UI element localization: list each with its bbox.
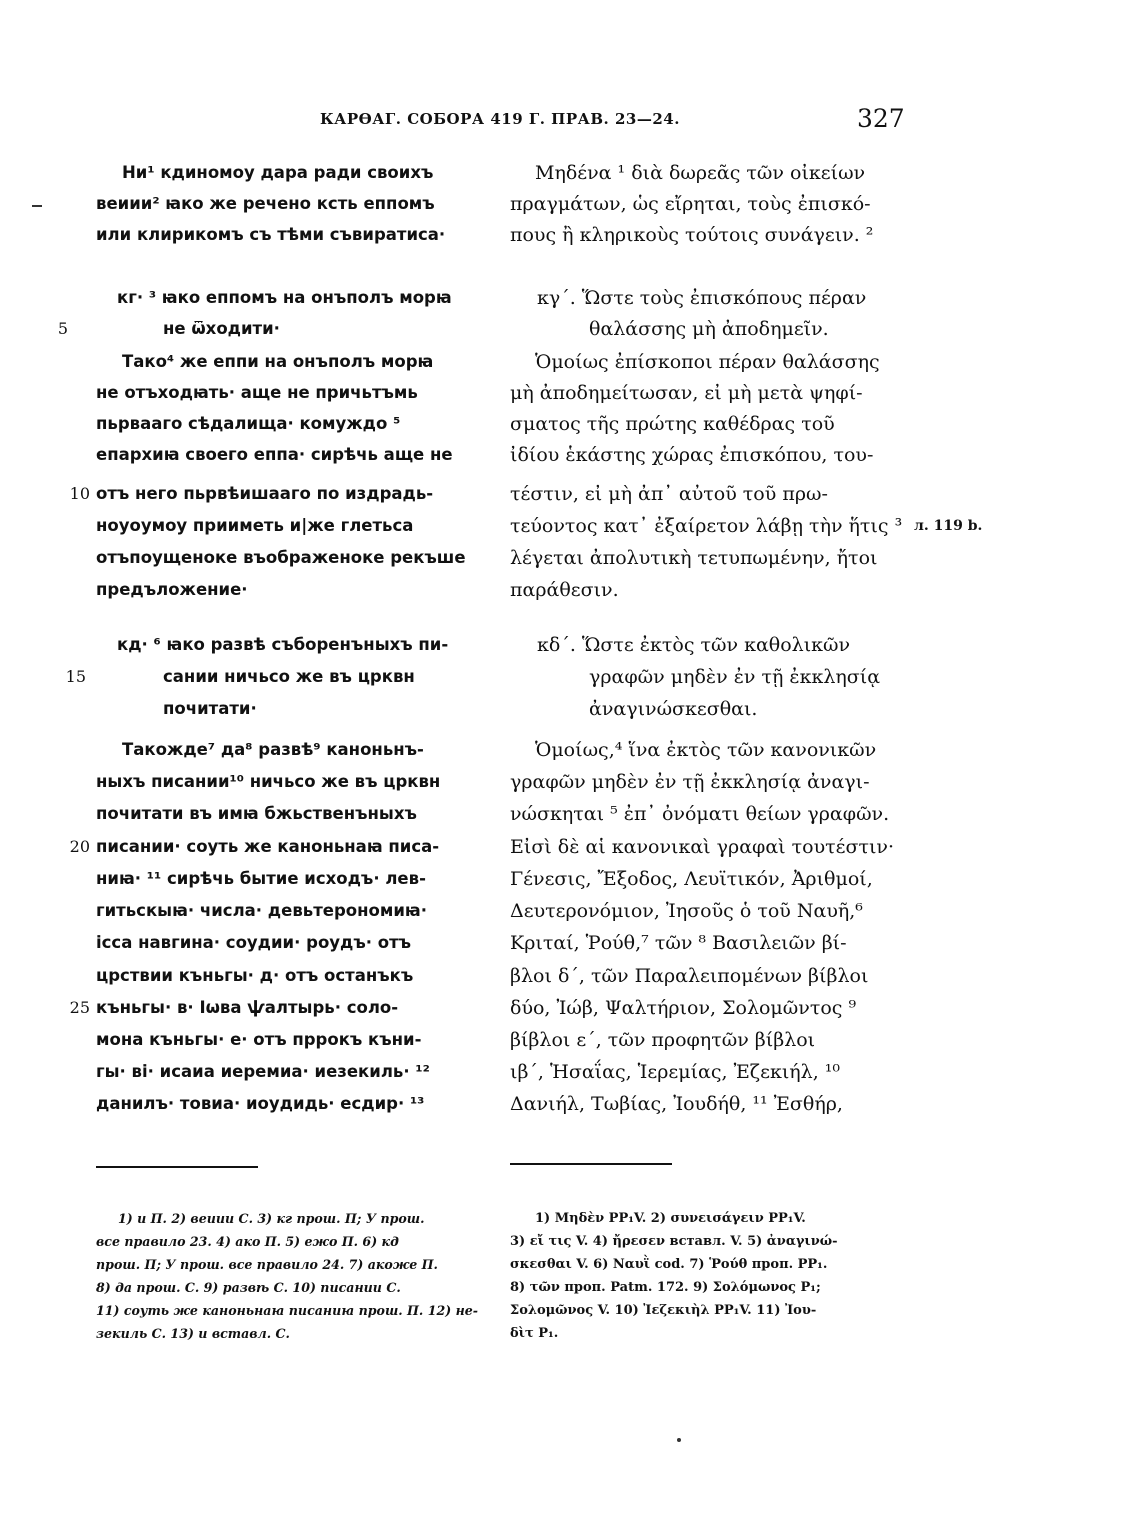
slavonic-line: ниꙗ· ¹¹ сирѣчь бытие исходъ· лев- (96, 869, 426, 888)
greek-line: Κριταί, Ῥούθ,⁷ τῶν ⁸ Βασιλειῶν βί- (510, 932, 847, 954)
greek-line: βλοι δ΄, τῶν Παραλειπομένων βίβλοι (510, 965, 869, 987)
greek-line: Δανιήλ, Τωβίας, Ἰουδήθ, ¹¹ Ἐσθήρ, (510, 1093, 843, 1115)
slavonic-line: гитьскыꙗ· числа· девьтерономиꙗ· (96, 901, 427, 920)
greek-line: λέγεται ἀπολυτικὴ τετυπωμένην, ἤτοι (510, 547, 878, 569)
slavonic-line: или клирикомъ съ тѣми съвиратиса· (96, 225, 446, 244)
slavonic-line: црствии къньгы· д· отъ останъкъ (96, 966, 414, 985)
footnote-line: 1) и П. 2) веиии С. 3) кг прош. П; У прош. (118, 1211, 425, 1226)
line-number: 20 (69, 837, 90, 856)
greek-line: πραγμάτων, ὡς εἴρηται, τοὺς ἐπισκό- (510, 193, 871, 215)
greek-line: δύο, Ἰώβ, Ψαλτήριον, Σολομῶντος ⁹ (510, 997, 857, 1019)
slavonic-line: веиии² ꙗко же речено ксть еппомъ (96, 194, 435, 213)
footnote-line: Σολομῶνος V. 10) Ἰεζεκιὴλ PP₁V. 11) Ἰου- (510, 1303, 817, 1318)
footnote-line: σκεσθαι V. 6) Ναυῒ cod. 7) Ῥούθ проп. PP₁. (510, 1257, 828, 1272)
footnote-line: 3) εἴ τις V. 4) ἤρεσεν вставл. V. 5) ἀναγινώ- (510, 1234, 838, 1249)
footnote-line: 8) да прош. С. 9) развѣ С. 10) писании С. (96, 1280, 401, 1295)
slavonic-canon-heading: сании ничьсо же въ црквн (163, 667, 415, 686)
scan-mark (32, 205, 42, 207)
line-number: 15 (65, 667, 86, 686)
greek-canon-heading: γραφῶν μηδὲν ἐν τῇ ἐκκλησίᾳ (589, 666, 881, 688)
greek-line: Μηδένα ¹ διὰ δωρεᾶς τῶν οἰκείων (535, 162, 866, 184)
scan-speck (677, 1438, 681, 1442)
slavonic-line: ісса навгина· соудии· роудъ· отъ (96, 933, 412, 952)
greek-line: Ὁμοίως ἐπίσκοποι πέραν θαλάσσης (535, 351, 880, 373)
greek-line: γραφῶν μηδὲν ἐν τῇ ἐκκλησίᾳ ἀναγι- (510, 771, 870, 793)
greek-line: παράθεσιν. (510, 579, 619, 601)
footnote-rule (510, 1163, 672, 1165)
slavonic-canon-heading: почитати· (163, 699, 257, 718)
slavonic-line: мона къньгы· е· отъ пррокъ къни- (96, 1030, 422, 1049)
running-title: КАРѲАГ. СОБОРА 419 Г. ПРАВ. 23—24. (320, 110, 680, 128)
footnote-line: 1) Μηδὲν PP₁V. 2) συνεισάγειν PP₁V. (535, 1211, 806, 1226)
greek-line: σματος τῆς πρώτης καθέδρας τοῦ (510, 413, 835, 435)
slavonic-line: Ни¹ кдиномоу дара ради своихъ (122, 163, 434, 182)
slavonic-canon-heading: кд· ⁶ ꙗко развѣ съборенъныхъ пи- (117, 635, 449, 654)
footnote-line: δὶτ P₁. (510, 1326, 559, 1341)
slavonic-line: Тако⁴ же еппи на онъполъ морꙗ (122, 352, 434, 371)
footnote-line: 11) соуть же каноньнаꙗ писаниꙗ прош. П. 12) не- (96, 1303, 478, 1318)
slavonic-line: ныхъ писании¹⁰ ничьсо же въ црквн (96, 772, 441, 791)
footnote-line: все правило 23. 4) ако П. 5) ежо П. 6) кд (96, 1234, 399, 1249)
greek-line: Ὁμοίως,⁴ ἵνα ἐκτὸς τῶν κανονικῶν (535, 739, 877, 761)
slavonic-line: отъпоущеноке въображеноке рекъше (96, 548, 466, 567)
footnote-line: прош. П; У прош. все правило 24. 7) акоже П. (96, 1257, 438, 1272)
slavonic-canon-heading: не ѿходити· (163, 319, 280, 338)
footnote-line: 8) τῶν проп. Patm. 172. 9) Σολόμωνος P₁; (510, 1280, 821, 1295)
greek-line: βίβλοι ε΄, τῶν προφητῶν βίβλοι (510, 1029, 816, 1051)
slavonic-canon-heading: кг· ³ ꙗко еппомъ на онъполъ морꙗ (117, 288, 452, 307)
greek-canon-heading: ἀναγινώσκεσθαι. (589, 698, 758, 720)
slavonic-line: къньгы· в· Іѡва ѱалтырь· соло- (96, 998, 399, 1017)
slavonic-line: епархиꙗ своего еппа· сирѣчь аще не (96, 445, 453, 464)
greek-line: τεύοντος κατ᾽ ἐξαίρετον λάβῃ τὴν ἥτις ³ (510, 515, 903, 537)
greek-line: νώσκηται ⁵ ἐπ᾽ ὀνόματι θείων γραφῶν. (510, 803, 890, 825)
slavonic-line: почитати въ имꙗ бжьственъныхъ (96, 804, 417, 823)
greek-line: Γένεσις, Ἔξοδος, Λευϊτικόν, Ἀριθμοί, (510, 868, 873, 890)
greek-canon-heading: θαλάσσης μὴ ἀποδημεῖν. (589, 318, 829, 340)
greek-line: ἰδίου ἑκάστης χώρας ἐπισκόπου, του- (510, 444, 874, 466)
greek-line: πους ἢ κληρικοὺς τούτοις συνάγειν. ² (510, 224, 874, 246)
greek-line: τέστιν, εἰ μὴ ἀπ᾽ αὐτοῦ τοῦ πρω- (510, 483, 828, 505)
slavonic-line: не отъходꙗть· аще не причьтъмь (96, 383, 418, 402)
greek-line: ιβ΄, Ἡσαΐας, Ἱερεμίας, Ἐζεκιήλ, ¹⁰ (510, 1061, 841, 1083)
greek-line: μὴ ἀποδημείτωσαν, εἰ μὴ μετὰ ψηφί- (510, 382, 863, 404)
footnote-rule (96, 1166, 258, 1168)
slavonic-line: Такожде⁷ да⁸ развѣ⁹ каноньнъ- (122, 740, 424, 759)
greek-canon-heading: κγ΄. Ὥστε τοὺς ἐπισκόπους πέραν (537, 287, 867, 309)
greek-line: Εἰσὶ δὲ αἱ κανονικαὶ γραφαὶ τουτέστιν· (510, 836, 895, 858)
slavonic-line: писании· соуть же каноньнаꙗ писа- (96, 837, 440, 856)
slavonic-line: предъложение· (96, 580, 248, 599)
slavonic-line: отъ него пьрвѣишааго по издрадь- (96, 484, 434, 503)
page-number: 327 (857, 104, 905, 133)
line-number: 25 (69, 998, 90, 1017)
greek-line: Δευτερονόμιον, Ἰησοῦς ὁ τοῦ Ναυῆ,⁶ (510, 900, 863, 922)
slavonic-line: гы· ві· исаиа иеремиа· иезекиль· ¹² (96, 1062, 430, 1081)
slavonic-line: данилъ· товиа· иоудидь· есдир· ¹³ (96, 1094, 425, 1113)
line-number: 5 (57, 319, 68, 338)
footnote-line: зекиль С. 13) и вставл. С. (96, 1326, 290, 1341)
margin-folio-note: л. 119 b. (914, 518, 983, 534)
slavonic-line: пьрвааго сѣдалища· комуждо ⁵ (96, 414, 401, 433)
greek-canon-heading: κδ΄. Ὥστε ἐκτὸς τῶν καθολικῶν (537, 634, 851, 656)
slavonic-line: ноуоумоу прииметь и|же глетьса (96, 516, 414, 535)
line-number: 10 (69, 484, 90, 503)
